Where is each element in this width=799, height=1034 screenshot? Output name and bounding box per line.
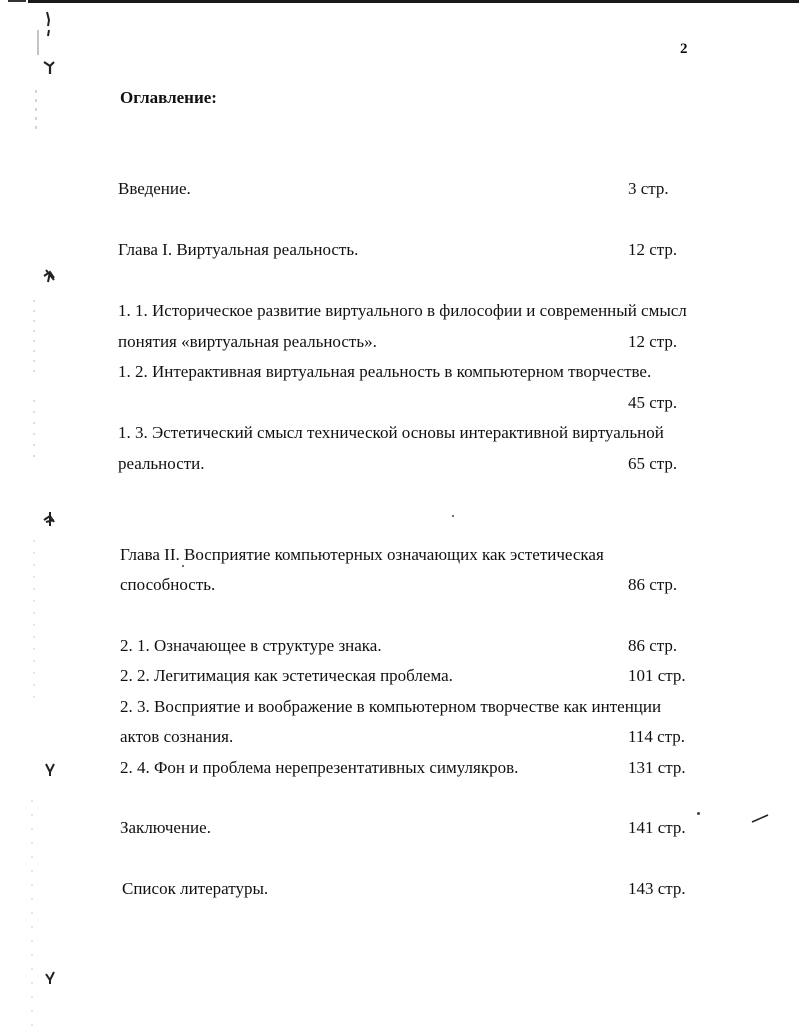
toc-entry-title-cont: понятия «виртуальная реальность». [118,332,377,351]
toc-entry-page: 86 стр. [628,575,678,594]
scan-speck [697,812,700,815]
toc-entry-title: Глава I. Виртуальная реальность. [118,240,359,259]
toc-entry-title: 2. 4. Фон и проблема нерепрезентативных симулякров. [120,758,519,777]
toc-entry-title: 1. 3. Эстетический смысл технической основы интерактивной виртуальной [118,423,664,442]
toc-entry-page: 45 стр. [628,393,678,412]
toc-entry-page: 131 стр. [628,758,686,777]
toc-entry-title: Глава II. Восприятие компьютерных означающих как эстетическая [120,545,604,564]
toc-entry-page: 65 стр. [628,454,678,473]
toc-entry-page: 141 стр. [628,818,686,837]
toc-entry-page: 114 стр. [628,727,686,746]
toc-entry-title: 2. 1. Означающее в структуре знака. [120,636,382,655]
binding-marks [0,0,70,1034]
scan-speck-right [750,812,770,824]
toc-entry-page: 143 стр. [628,879,686,898]
toc-entry-title: 2. 3. Восприятие и воображение в компьютерном творчестве как интенции [120,697,662,716]
scan-speck [452,515,454,517]
page-number: 2 [680,41,688,57]
toc-entry-title: 1. 2. Интерактивная виртуальная реальность в компьютерном творчестве. [118,362,652,381]
toc-entry-title: Заключение. [120,818,211,837]
toc-entry-title: 1. 1. Историческое развитие виртуального в философии и современный смысл [118,301,687,320]
toc-entry-title: Введение. [118,179,191,198]
scan-speck [182,565,184,567]
toc-entry-title-cont: способность. [120,575,216,594]
toc-entry-page: 86 стр. [628,636,678,655]
toc-entry-title-cont: реальности. [118,454,205,473]
toc-entry-page: 3 стр. [628,179,669,198]
toc-heading: Оглавление: [120,88,217,107]
toc-entry-title-cont: актов сознания. [120,727,234,746]
toc-entry-page: 12 стр. [628,240,678,259]
scan-top-edge [28,0,799,3]
toc-entry-title: 2. 2. Легитимация как эстетическая проблема. [120,666,453,685]
toc-entry-page: 101 стр. [628,666,686,685]
toc-entry-title: Список литературы. [122,879,269,898]
toc-entry-page: 12 стр. [628,332,678,351]
